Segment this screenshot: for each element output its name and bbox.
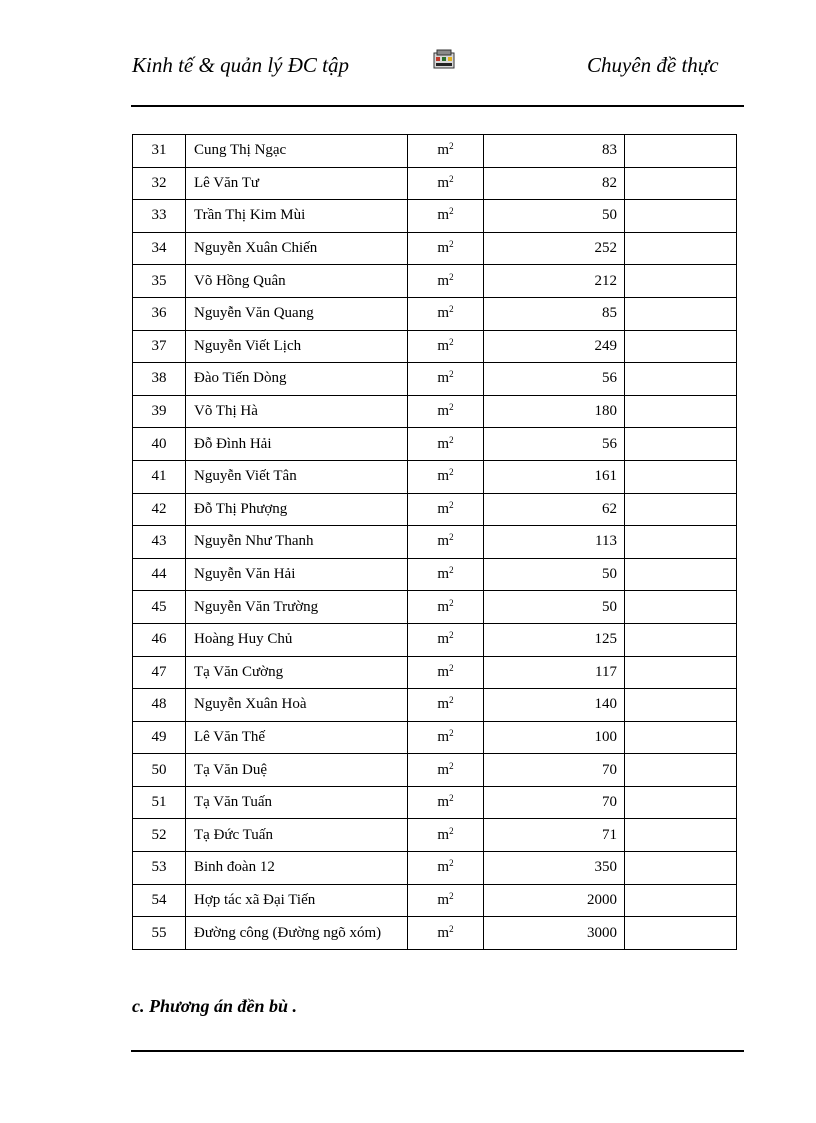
table-row (133, 232, 737, 265)
area-unit (408, 460, 484, 493)
table-row (133, 656, 737, 689)
area-unit (408, 428, 484, 461)
table-row (133, 689, 737, 722)
unit-exponent: 2 (449, 336, 454, 347)
empty-cell (625, 917, 737, 950)
table-row (133, 265, 737, 298)
unit-exponent: 2 (449, 565, 454, 576)
area-unit (408, 297, 484, 330)
unit-exponent: 2 (449, 206, 454, 217)
unit-exponent: 2 (449, 825, 454, 836)
area-value: 56 (484, 428, 625, 461)
unit-exponent: 2 (449, 173, 454, 184)
owner-name: Nguyễn Xuân Hoà (186, 689, 408, 722)
table-body (133, 135, 737, 950)
empty-cell (625, 200, 737, 233)
unit-exponent: 2 (449, 793, 454, 804)
table-row (133, 786, 737, 819)
owner-name: Lê Văn Thế (186, 721, 408, 754)
unit-exponent: 2 (449, 141, 454, 152)
unit-base: m (437, 924, 450, 941)
area-unit (408, 135, 484, 168)
area-unit (408, 917, 484, 950)
footer-divider (131, 1050, 744, 1052)
owner-name: Đào Tiến Dòng (186, 363, 408, 396)
row-number: 36 (133, 297, 186, 330)
table-row (133, 526, 737, 559)
area-value: 56 (484, 363, 625, 396)
section-title: c. Phương án đền bù . (132, 996, 297, 1016)
owner-name: Võ Thị Hà (186, 395, 408, 428)
empty-cell (625, 526, 737, 559)
owner-name: Võ Hồng Quân (186, 265, 408, 298)
unit-exponent: 2 (449, 304, 454, 315)
owner-name: Nguyễn Văn Quang (186, 297, 408, 330)
table-row (133, 330, 737, 363)
table-row (133, 200, 737, 233)
area-unit (408, 721, 484, 754)
owner-name: Đỗ Đình Hải (186, 428, 408, 461)
unit-exponent: 2 (449, 369, 454, 380)
area-unit (408, 395, 484, 428)
unit-base: m (437, 240, 450, 257)
row-number: 49 (133, 721, 186, 754)
area-unit (408, 852, 484, 885)
empty-cell (625, 623, 737, 656)
unit-exponent: 2 (449, 499, 454, 510)
area-value: 3000 (484, 917, 625, 950)
area-value: 249 (484, 330, 625, 363)
area-unit (408, 526, 484, 559)
unit-exponent: 2 (449, 760, 454, 771)
header-divider (131, 105, 744, 107)
area-value: 117 (484, 656, 625, 689)
area-value: 70 (484, 754, 625, 787)
table-row (133, 428, 737, 461)
unit-base: m (437, 598, 450, 615)
table-row (133, 884, 737, 917)
row-number: 51 (133, 786, 186, 819)
area-value: 71 (484, 819, 625, 852)
row-number: 38 (133, 363, 186, 396)
unit-exponent: 2 (449, 467, 454, 478)
empty-cell (625, 754, 737, 787)
unit-base: m (437, 500, 450, 517)
owner-name: Tạ Văn Cường (186, 656, 408, 689)
document-logo-icon (433, 49, 455, 71)
unit-exponent: 2 (449, 630, 454, 641)
area-value: 83 (484, 135, 625, 168)
owner-name: Nguyễn Viết Lịch (186, 330, 408, 363)
area-value: 100 (484, 721, 625, 754)
unit-base: m (437, 891, 450, 908)
row-number: 41 (133, 460, 186, 493)
unit-base: m (437, 696, 450, 713)
unit-base: m (437, 728, 450, 745)
row-number: 39 (133, 395, 186, 428)
unit-exponent: 2 (449, 239, 454, 250)
row-number: 50 (133, 754, 186, 787)
table-row (133, 460, 737, 493)
unit-base: m (437, 631, 450, 648)
empty-cell (625, 884, 737, 917)
row-number: 33 (133, 200, 186, 233)
unit-base: m (437, 370, 450, 387)
owner-name: Nguyễn Xuân Chiến (186, 232, 408, 265)
area-value: 125 (484, 623, 625, 656)
table-row (133, 623, 737, 656)
area-value: 50 (484, 558, 625, 591)
empty-cell (625, 395, 737, 428)
table-row (133, 852, 737, 885)
table-row (133, 135, 737, 168)
table-row (133, 721, 737, 754)
unit-exponent: 2 (449, 858, 454, 869)
row-number: 35 (133, 265, 186, 298)
area-unit (408, 200, 484, 233)
table-row (133, 819, 737, 852)
row-number: 31 (133, 135, 186, 168)
unit-base: m (437, 566, 450, 583)
unit-exponent: 2 (449, 695, 454, 706)
unit-base: m (437, 859, 450, 876)
owner-name: Hợp tác xã Đại Tiến (186, 884, 408, 917)
area-unit (408, 884, 484, 917)
empty-cell (625, 167, 737, 200)
table-row (133, 363, 737, 396)
area-unit (408, 623, 484, 656)
empty-cell (625, 363, 737, 396)
owner-name: Lê Văn Tư (186, 167, 408, 200)
owner-name: Cung Thị Ngạc (186, 135, 408, 168)
area-unit (408, 265, 484, 298)
row-number: 55 (133, 917, 186, 950)
area-value: 70 (484, 786, 625, 819)
owner-name: Nguyễn Như Thanh (186, 526, 408, 559)
empty-cell (625, 135, 737, 168)
empty-cell (625, 265, 737, 298)
table-row (133, 917, 737, 950)
area-value: 113 (484, 526, 625, 559)
area-unit (408, 786, 484, 819)
area-unit (408, 591, 484, 624)
area-value: 252 (484, 232, 625, 265)
area-unit (408, 558, 484, 591)
unit-base: m (437, 207, 450, 224)
empty-cell (625, 558, 737, 591)
unit-base: m (437, 794, 450, 811)
unit-base: m (437, 435, 450, 452)
row-number: 52 (133, 819, 186, 852)
row-number: 46 (133, 623, 186, 656)
owner-name: Đỗ Thị Phượng (186, 493, 408, 526)
table-row (133, 558, 737, 591)
unit-exponent: 2 (449, 271, 454, 282)
empty-cell (625, 721, 737, 754)
area-unit (408, 232, 484, 265)
row-number: 42 (133, 493, 186, 526)
area-value: 161 (484, 460, 625, 493)
area-unit (408, 167, 484, 200)
unit-base: m (437, 337, 450, 354)
area-unit (408, 493, 484, 526)
unit-exponent: 2 (449, 532, 454, 543)
unit-exponent: 2 (449, 890, 454, 901)
unit-base: m (437, 761, 450, 778)
row-number: 43 (133, 526, 186, 559)
unit-base: m (437, 272, 450, 289)
table-row (133, 493, 737, 526)
area-unit (408, 363, 484, 396)
area-value: 140 (484, 689, 625, 722)
header-right-title: Chuyên đề thực (587, 53, 719, 77)
area-value: 50 (484, 200, 625, 233)
owner-name: Nguyễn Văn Hải (186, 558, 408, 591)
unit-base: m (437, 142, 450, 159)
area-value: 2000 (484, 884, 625, 917)
row-number: 47 (133, 656, 186, 689)
area-unit (408, 656, 484, 689)
empty-cell (625, 591, 737, 624)
area-value: 82 (484, 167, 625, 200)
empty-cell (625, 428, 737, 461)
unit-base: m (437, 403, 450, 420)
owner-name: Trần Thị Kim Mùi (186, 200, 408, 233)
table-row (133, 395, 737, 428)
owner-name: Binh đoàn 12 (186, 852, 408, 885)
empty-cell (625, 689, 737, 722)
empty-cell (625, 460, 737, 493)
empty-cell (625, 852, 737, 885)
row-number: 40 (133, 428, 186, 461)
row-number: 48 (133, 689, 186, 722)
owner-name: Đường công (Đường ngõ xóm) (186, 917, 408, 950)
table-row (133, 591, 737, 624)
area-unit (408, 819, 484, 852)
row-number: 34 (133, 232, 186, 265)
unit-base: m (437, 826, 450, 843)
unit-exponent: 2 (449, 662, 454, 673)
empty-cell (625, 656, 737, 689)
table-row (133, 297, 737, 330)
empty-cell (625, 786, 737, 819)
owner-name: Tạ Văn Tuấn (186, 786, 408, 819)
row-number: 54 (133, 884, 186, 917)
land-area-table (132, 134, 737, 950)
empty-cell (625, 330, 737, 363)
unit-exponent: 2 (449, 923, 454, 934)
empty-cell (625, 232, 737, 265)
empty-cell (625, 297, 737, 330)
table-row (133, 754, 737, 787)
unit-base: m (437, 663, 450, 680)
empty-cell (625, 819, 737, 852)
row-number: 32 (133, 167, 186, 200)
area-unit (408, 754, 484, 787)
unit-exponent: 2 (449, 434, 454, 445)
row-number: 45 (133, 591, 186, 624)
owner-name: Hoàng Huy Chủ (186, 623, 408, 656)
area-value: 62 (484, 493, 625, 526)
unit-base: m (437, 305, 450, 322)
unit-exponent: 2 (449, 402, 454, 413)
table-row (133, 167, 737, 200)
area-value: 350 (484, 852, 625, 885)
owner-name: Tạ Văn Duệ (186, 754, 408, 787)
area-value: 180 (484, 395, 625, 428)
owner-name: Nguyễn Viết Tân (186, 460, 408, 493)
empty-cell (625, 493, 737, 526)
row-number: 37 (133, 330, 186, 363)
unit-base: m (437, 174, 450, 191)
owner-name: Nguyễn Văn Trường (186, 591, 408, 624)
area-value: 50 (484, 591, 625, 624)
area-value: 85 (484, 297, 625, 330)
area-unit (408, 689, 484, 722)
unit-base: m (437, 533, 450, 550)
unit-exponent: 2 (449, 727, 454, 738)
area-unit (408, 330, 484, 363)
header-left-title: Kinh tế & quản lý ĐC tập (132, 53, 349, 77)
owner-name: Tạ Đức Tuấn (186, 819, 408, 852)
row-number: 53 (133, 852, 186, 885)
area-value: 212 (484, 265, 625, 298)
row-number: 44 (133, 558, 186, 591)
unit-exponent: 2 (449, 597, 454, 608)
unit-base: m (437, 468, 450, 485)
